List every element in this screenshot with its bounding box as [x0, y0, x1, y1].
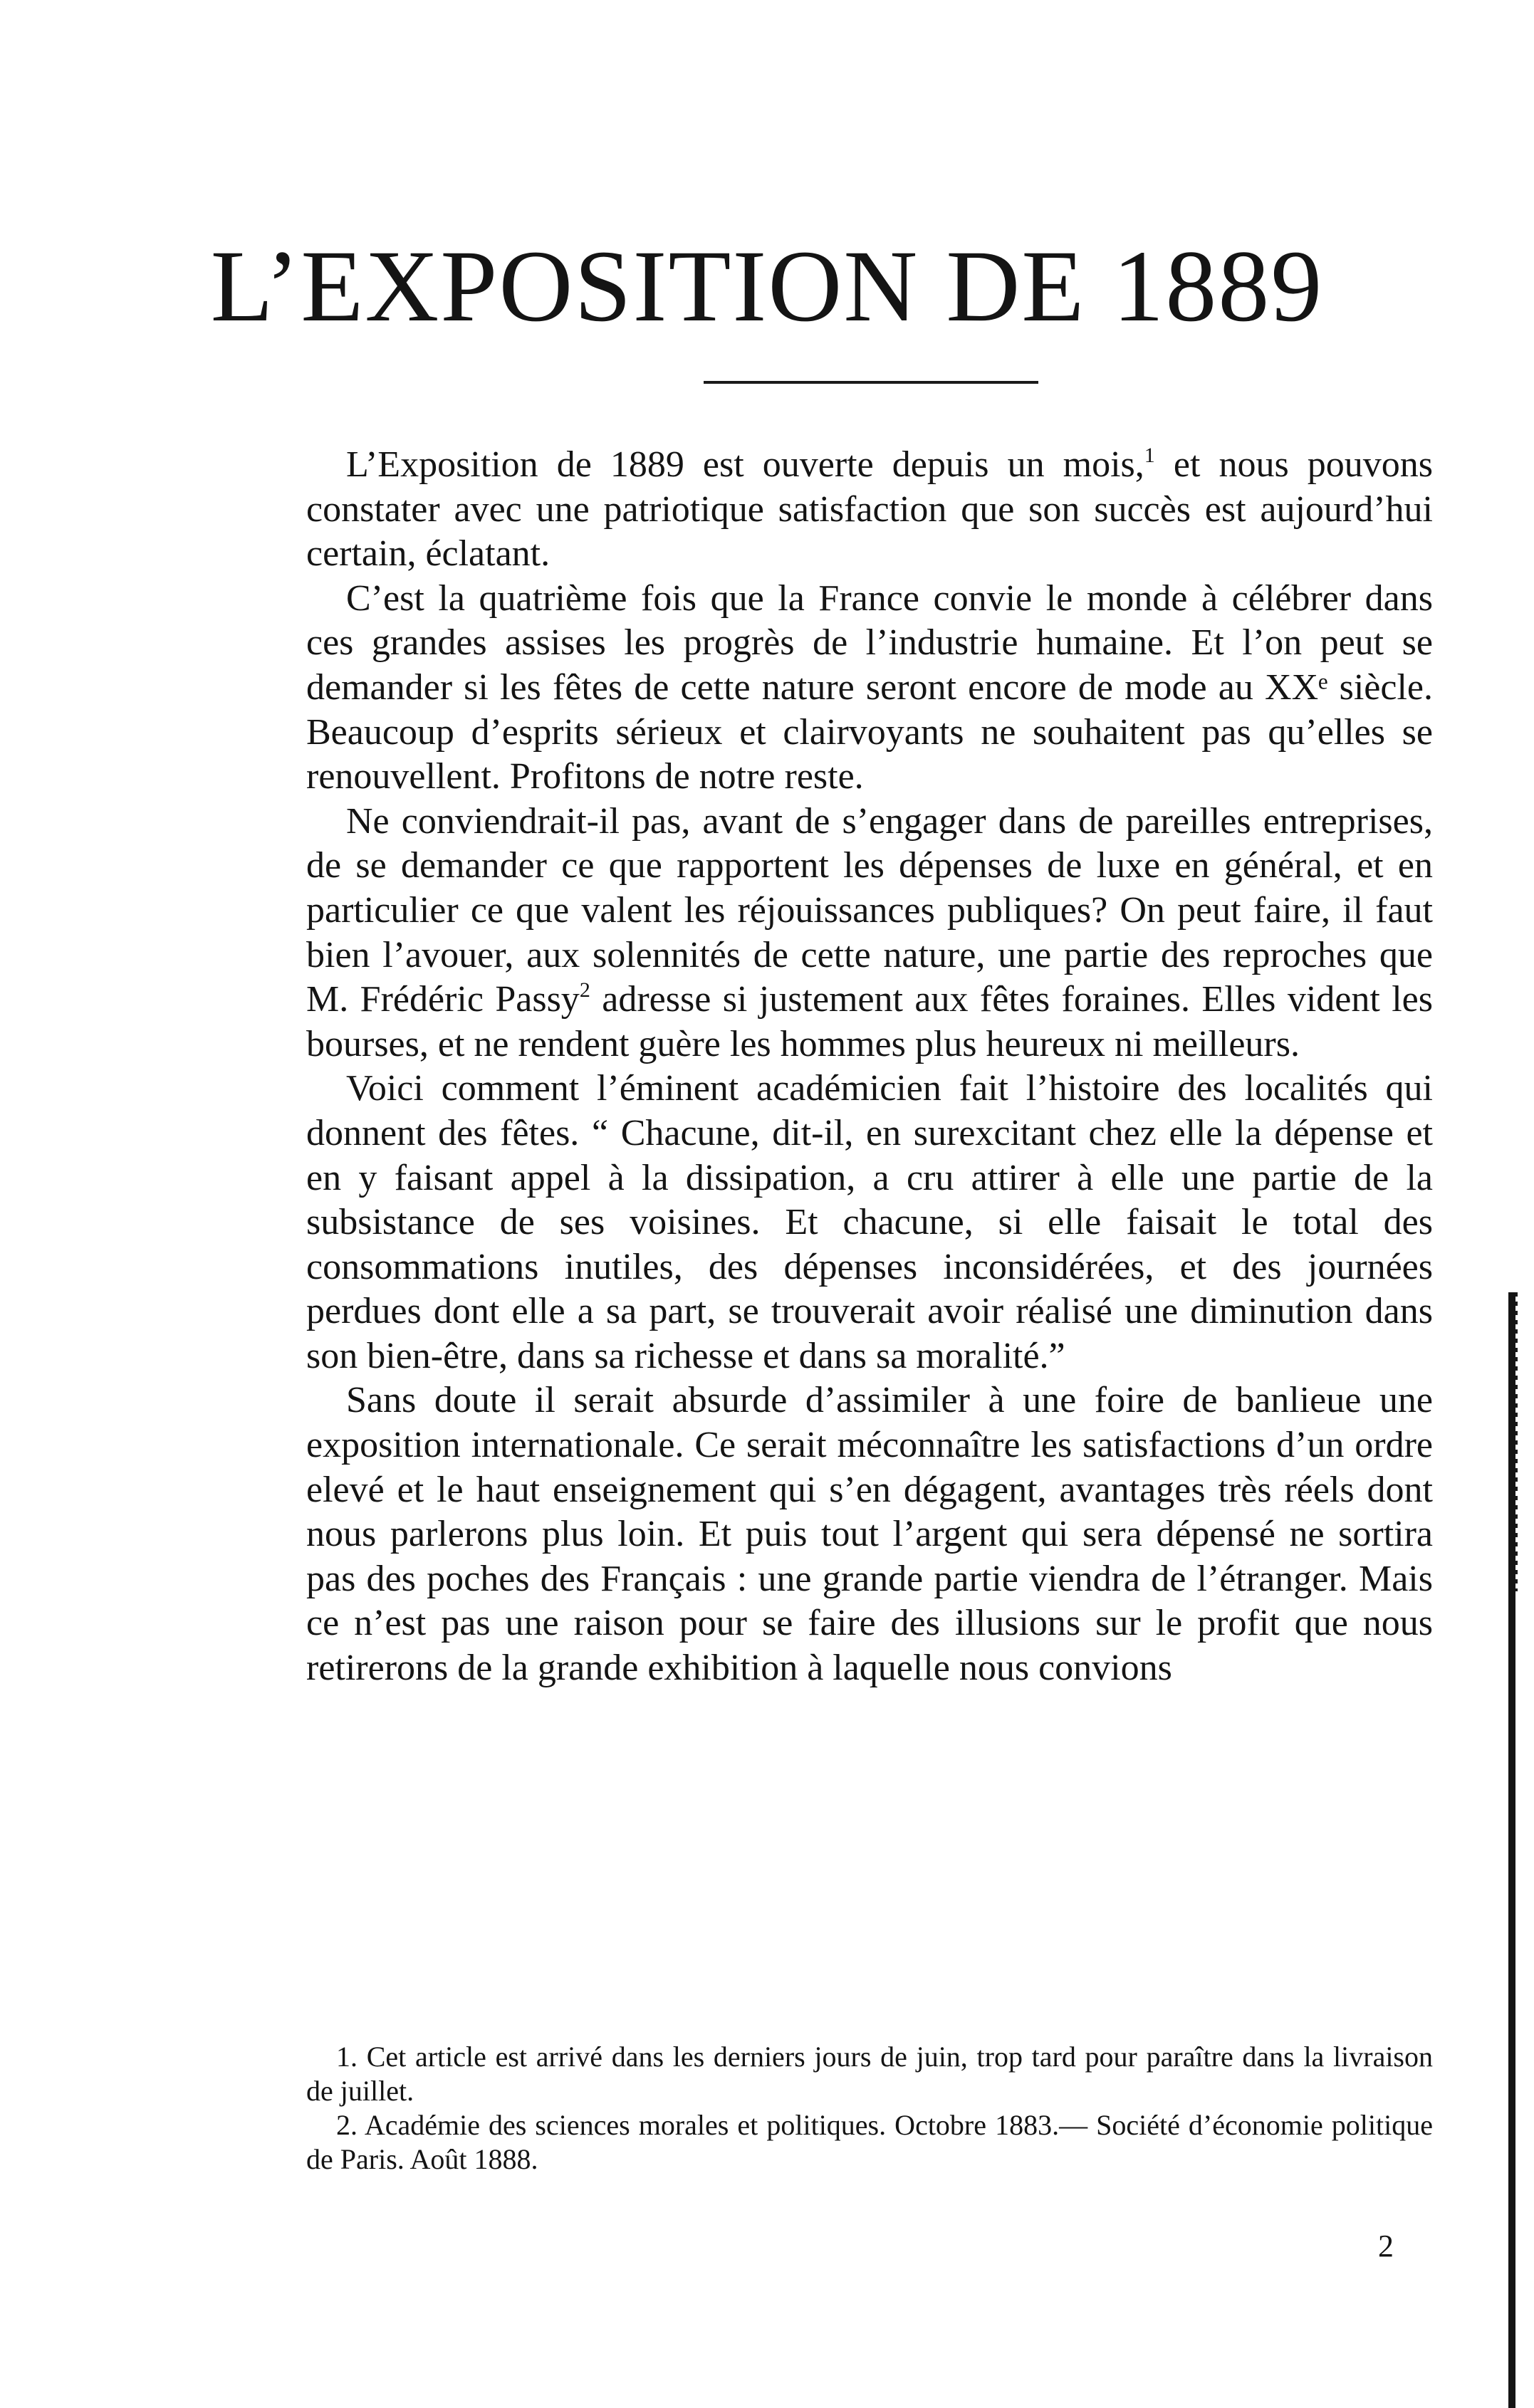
page-edge-shadow	[1508, 1292, 1515, 2408]
paragraph-3-text: Ne conviendrait-il pas, avant de s’engager dans de pareilles entreprises, de se demander ce que rapportent les dépenses de luxe en général, et en particulier ce que valent les réjouissances publiques? On peut faire, il faut bien l’avouer, aux solennités de cette nature, une partie des reproches que M. Frédéric Passy	[306, 800, 1433, 1020]
paragraph-4: Voici comment l’éminent académicien fait l’histoire des localités qui donnent des fêtes. “ Chacune, dit-il, en surexcitant chez elle la dépense et en y faisant appel à la dissipation, a cru attirer à elle une partie de la subsistance de ses voisines. Et chacune, si elle faisait le total des consommations inutiles, des dépenses inconsidérées, et des journées perdues dont elle a sa part, se trouverait avoir réalisé une diminution dans son bien-être, dans sa richesse et dans sa moralité.”	[306, 1068, 1433, 1376]
paragraph-5: Sans doute il serait absurde d’assimiler à une foire de banlieue une exposition internationale. Ce serait méconnaître les satisfactions d’un ordre elevé et le haut enseignement qui s’en dégagent, avantages très réels dont nous parlerons plus loin. Et puis tout l’argent qui sera dépensé ne sortira pas des poches des Français : une grande partie viendra de l’étranger. Mais ce n’est pas une raison pour se faire des illusions sur le profit que nous retirerons de la grande exhibition à laquelle nous convions	[306, 1380, 1433, 1689]
page-edge-dots	[1515, 1292, 1518, 1591]
paragraph-1	[306, 443, 1433, 577]
paragraph-1-text: L’Exposition de 1889 est ouverte depuis un mois,	[346, 444, 1144, 485]
footnote-2: 2. Académie des sciences morales et politiques. Octobre 1883.— Société d’économie politique de Paris. Août 1888.	[306, 2109, 1433, 2175]
paragraph-2: C’est la quatrième fois que la France convie le monde à célébrer dans ces grandes assises les progrès de l’industrie humaine. Et l’on peut se demander si les fêtes de cette nature seront encore de mode au XXᵉ siècle. Beaucoup d’esprits sérieux et clairvoyants ne souhaitent pas qu’elles se renouvellent. Profitons de notre reste.	[306, 577, 1433, 797]
chapter-title: L’EXPOSITION DE 1889	[210, 230, 1324, 343]
footnote-ref-2: 2	[579, 978, 590, 1003]
footnotes	[306, 2040, 1433, 2177]
paragraph-3-text-cont: adresse si justement aux fêtes foraines. Elles vident les bourses, et ne rendent guère les hommes plus heureux ni meilleurs.	[306, 979, 1434, 1064]
signature-mark: 2	[1378, 2229, 1394, 2263]
body-text	[306, 443, 1433, 1691]
footnote-1: 1. Cet article est arrivé dans les derniers jours de juin, trop tard pour paraître dans la livraison de juillet.	[306, 2041, 1433, 2107]
title-divider	[704, 381, 1038, 384]
paragraph-3	[306, 800, 1433, 1067]
paragraph-1-text-cont: et nous pouvons constater avec une patriotique satisfaction que son succès est aujourd’hui certain, éclatant.	[306, 444, 1434, 575]
footnote-ref-1: 1	[1144, 444, 1155, 467]
